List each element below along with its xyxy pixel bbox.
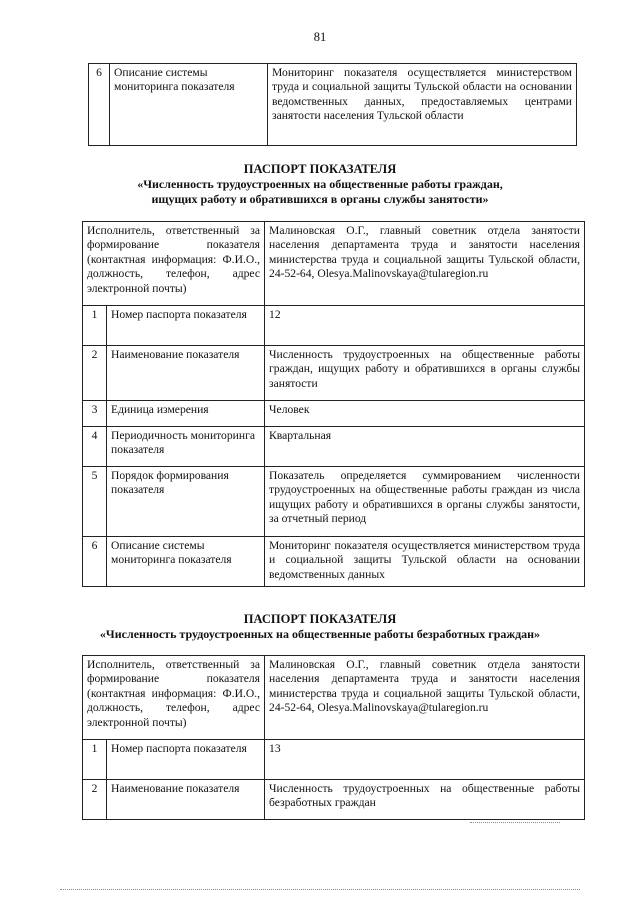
row-value: Показатель определяется суммированием численности трудоустроенных на общественные работы граждан из числа ищущих работу и обратившихся в органы службы занятости, за отчетный период <box>265 467 585 537</box>
row-value: Мониторинг показателя осуществляется министерством труда и социальной защиты Тульской области на основании ведомственных данных, предоставляемых центрами занятости населения Тульской области <box>268 64 577 146</box>
executor-row <box>83 222 585 306</box>
row-number: 1 <box>83 740 107 780</box>
table-row <box>83 346 585 401</box>
executor-label: Исполнитель, ответственный за формирование показателя (контактная информация: Ф.И.О., должность, телефон, адрес электронной почты) <box>83 222 265 306</box>
executor-value: Малиновская О.Г., главный советник отдела занятости населения департамента труда и занятости населения министерства труда и социальной защиты Тульской области, 24-52-64, Olesya.Malinovskaya@tularegion.ru <box>265 656 585 740</box>
row-value: 12 <box>265 306 585 346</box>
passport-table <box>82 655 585 820</box>
row-number: 2 <box>83 780 107 820</box>
row-label: Номер паспорта показателя <box>107 740 265 780</box>
row-value: Квартальная <box>265 427 585 467</box>
executor-label: Исполнитель, ответственный за формирование показателя (контактная информация: Ф.И.О., должность, телефон, адрес электронной почты) <box>83 656 265 740</box>
passport-title: ПАСПОРТ ПОКАЗАТЕЛЯ <box>243 612 397 626</box>
table-row <box>83 401 585 427</box>
passport-heading <box>0 162 640 207</box>
row-value: Человек <box>265 401 585 427</box>
row-label: Описание системы мониторинга показателя <box>110 64 268 146</box>
table-row <box>83 537 585 587</box>
top-table <box>88 63 577 146</box>
passport-subtitle-line: ищущих работу и обратившихся в органы службы занятости» <box>151 192 489 206</box>
row-number: 6 <box>83 537 107 587</box>
row-number: 5 <box>83 467 107 537</box>
row-number: 3 <box>83 401 107 427</box>
table-row <box>83 306 585 346</box>
row-label: Порядок формирования показателя <box>107 467 265 537</box>
row-number: 6 <box>89 64 110 146</box>
row-label: Номер паспорта показателя <box>107 306 265 346</box>
row-value: Численность трудоустроенных на общественные работы граждан, ищущих работу и обратившихся в органы службы занятости <box>265 346 585 401</box>
executor-value: Малиновская О.Г., главный советник отдела занятости населения департамента труда и занятости населения министерства труда и социальной защиты Тульской области, 24-52-64, Olesya.Malinovskaya@tularegion.ru <box>265 222 585 306</box>
passport-table <box>82 221 585 587</box>
passport-title: ПАСПОРТ ПОКАЗАТЕЛЯ <box>243 162 397 176</box>
table-row <box>83 467 585 537</box>
row-label: Наименование показателя <box>107 780 265 820</box>
page-number: 81 <box>313 30 327 44</box>
table-row <box>83 780 585 820</box>
row-label: Наименование показателя <box>107 346 265 401</box>
scan-artifact-line <box>470 822 560 823</box>
row-number: 1 <box>83 306 107 346</box>
row-number: 4 <box>83 427 107 467</box>
table-row <box>83 427 585 467</box>
executor-row <box>83 656 585 740</box>
row-value: Численность трудоустроенных на общественные работы безработных граждан <box>265 780 585 820</box>
scan-artifact-line <box>60 889 580 890</box>
passport-subtitle-line: «Численность трудоустроенных на общественные работы граждан, <box>137 177 503 191</box>
row-label: Периодичность мониторинга показателя <box>107 427 265 467</box>
row-value: Мониторинг показателя осуществляется министерством труда и социальной защиты Тульской области на основании ведомственных данных <box>265 537 585 587</box>
table-row <box>83 740 585 780</box>
row-label: Единица измерения <box>107 401 265 427</box>
row-number: 2 <box>83 346 107 401</box>
row-value: 13 <box>265 740 585 780</box>
passport-subtitle-line: «Численность трудоустроенных на общественные работы безработных граждан» <box>99 627 541 641</box>
row-label: Описание системы мониторинга показателя <box>107 537 265 587</box>
passport-heading <box>0 612 640 642</box>
table-row <box>89 64 577 146</box>
